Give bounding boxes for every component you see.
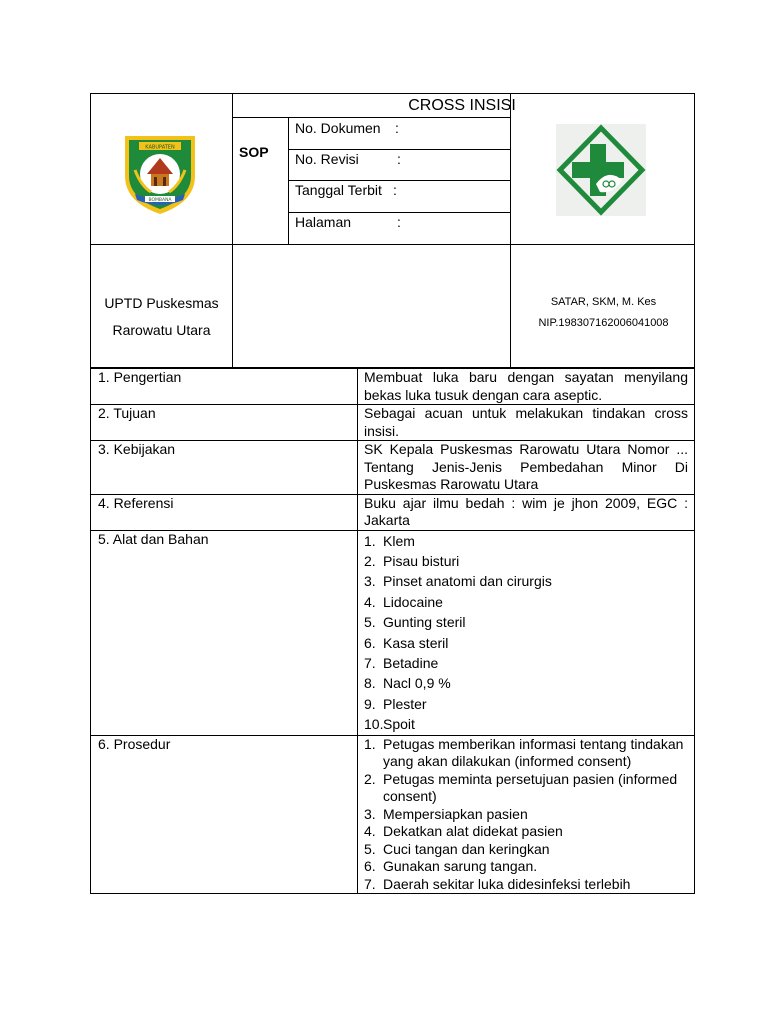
section-text: Buku ajar ilmu bedah : wim je jhon 2009, EGC : Jakarta — [358, 494, 695, 530]
list-item: 1. Petugas memberikan informasi tentang tindakan yang akan dilakukan (informed consent) — [364, 735, 684, 770]
unit-name — [91, 244, 232, 344]
meta-no-dokumen — [295, 120, 399, 136]
unit-line-1: UPTD Puskesmas — [104, 295, 219, 311]
section-text: Membuat luka baru dengan sayatan menyilang bekas luka tusuk dengan cara aseptic. — [358, 369, 695, 405]
table-row — [91, 735, 695, 894]
emblem-text-bottom: BOMBANA — [148, 198, 172, 203]
unit-line-2: Rarowatu Utara — [112, 322, 211, 338]
table-row — [91, 369, 695, 405]
divider — [232, 117, 510, 118]
table-row — [91, 405, 695, 441]
meta-no-revisi — [295, 151, 401, 167]
list-item: 6. Gunakan sarung tangan. — [364, 858, 538, 875]
section-label: 5. Alat dan Bahan — [91, 530, 358, 735]
divider — [288, 180, 510, 181]
meta-colon: : — [395, 120, 399, 136]
puskesmas-cross-icon — [556, 124, 646, 216]
list-item: 6. Kasa steril — [364, 634, 449, 651]
list-item: 5. Cuci tangan dan keringkan — [364, 840, 550, 857]
section-text: Sebagai acuan untuk melakukan tindakan cross insisi. — [358, 405, 695, 441]
section-text: SK Kepala Puskesmas Rarowatu Utara Nomor ... Tentang Jenis-Jenis Pembedahan Minor Di Puskesmas Rarowatu Utara — [358, 441, 695, 495]
table-row — [91, 494, 695, 530]
signature-block — [511, 244, 696, 334]
list-item: 7. Daerah sekitar luka didesinfeksi terlebih — [364, 875, 631, 892]
list-item: 4. Dekatkan alat didekat pasien — [364, 823, 563, 840]
meta-label: Halaman — [295, 214, 352, 230]
kabupaten-emblem-icon — [121, 130, 199, 216]
list-item: 10. Spoit — [364, 716, 415, 733]
section-label: 6. Prosedur — [91, 735, 358, 894]
meta-tanggal-terbit — [295, 182, 397, 198]
section-label: 4. Referensi — [91, 494, 358, 530]
list-item: 5. Gunting steril — [364, 614, 466, 631]
section-label: 1. Pengertian — [91, 369, 358, 405]
table-row — [91, 530, 695, 735]
section-label: 3. Kebijakan — [91, 441, 358, 495]
section-label: 2. Tujuan — [91, 405, 358, 441]
sop-header — [90, 93, 695, 368]
list-item: 2. Pisau bisturi — [364, 552, 460, 569]
list-item: 4. Lidocaine — [364, 593, 443, 610]
list-item: 9. Plester — [364, 695, 427, 712]
divider — [288, 212, 510, 213]
divider — [288, 149, 510, 150]
sop-label: SOP — [239, 144, 269, 160]
emblem-text-top: KABUPATEN — [145, 144, 175, 151]
sop-content-table — [90, 368, 695, 894]
section-list — [358, 735, 695, 894]
meta-colon: : — [393, 182, 397, 198]
section-list — [358, 530, 695, 735]
list-item: 3. Pinset anatomi dan cirurgis — [364, 573, 552, 590]
meta-label: No. Revisi — [295, 151, 359, 167]
meta-label: Tanggal Terbit — [295, 182, 382, 198]
list-item: 1. Klem — [364, 532, 415, 549]
prosedur-list — [364, 736, 688, 894]
document-title: CROSS INSISI — [408, 97, 516, 114]
table-row — [91, 441, 695, 495]
meta-colon: : — [397, 214, 401, 230]
alat-list — [364, 531, 688, 735]
meta-halaman — [295, 214, 401, 230]
list-item: 3. Mempersiapkan pasien — [364, 805, 528, 822]
meta-colon: : — [397, 151, 401, 167]
list-item: 7. Betadine — [364, 654, 439, 671]
list-item: 8. Nacl 0,9 % — [364, 675, 451, 692]
signer-name: SATAR, SKM, M. Kes — [550, 296, 657, 308]
list-item: 2. Petugas meminta persetujuan pasien (informed consent) — [364, 770, 678, 805]
divider — [232, 94, 233, 369]
meta-label: No. Dokumen — [295, 120, 381, 136]
signer-nip: NIP.198307162006041008 — [538, 317, 669, 329]
